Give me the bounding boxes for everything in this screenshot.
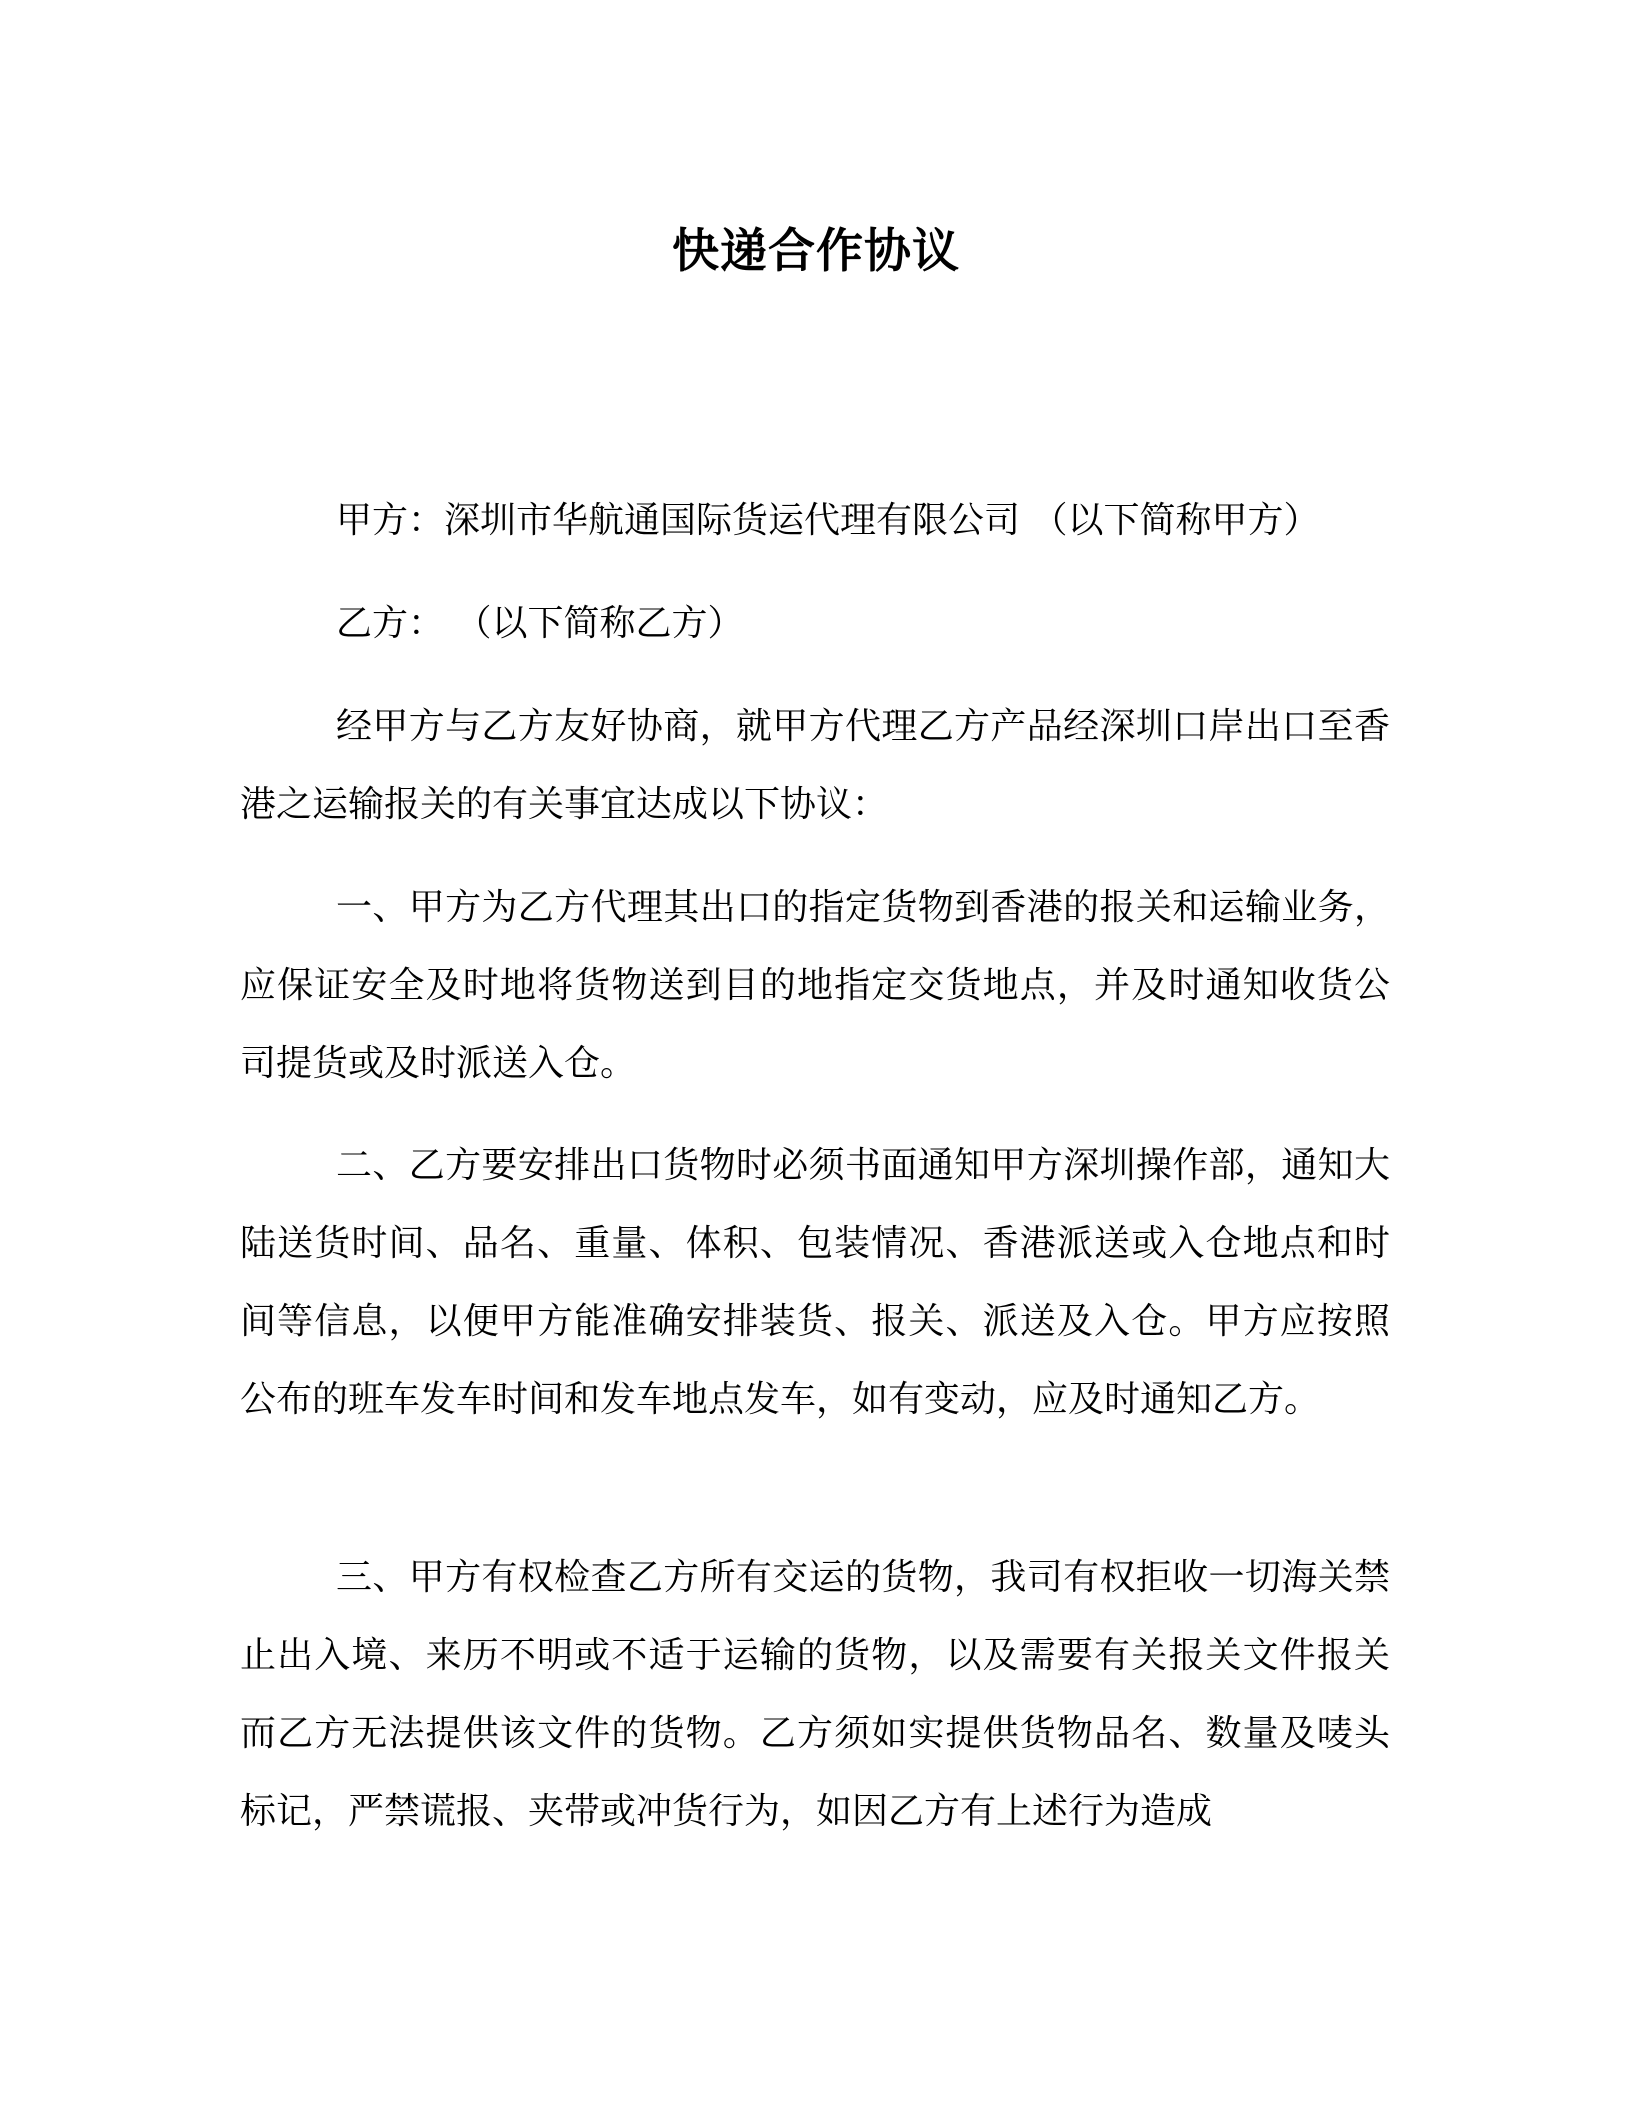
clause-3-paragraph: 三、甲方有权检查乙方所有交运的货物，我司有权拒收一切海关禁止出入境、来历不明或不适于运输的货物，以及需要有关报关文件报关而乙方无法提供该文件的货物。乙方须如实提供货物品名、数量及唛头标记，严禁谎报、夹带或冲货行为，如因乙方有上述行为造成 <box>240 1557 1390 1832</box>
preamble-paragraph: 经甲方与乙方友好协商，就甲方代理乙方产品经深圳口岸出口至香港之运输报关的有关事宜达成以下协议： <box>240 706 1390 825</box>
party-b-line: 乙方： （以下简称乙方） <box>336 603 744 644</box>
clause-1-paragraph: 一、甲方为乙方代理其出口的指定货物到香港的报关和运输业务，应保证安全及时地将货物送到目的地指定交货地点，并及时通知收货公司提货或及时派送入仓。 <box>240 887 1390 1084</box>
clause-2-paragraph: 二、乙方要安排出口货物时必须书面通知甲方深圳操作部，通知大陆送货时间、品名、重量、体积、包装情况、香港派送或入仓地点和时间等信息，以便甲方能准确安排装货、报关、派送及入仓。甲方应按照公布的班车发车时间和发车地点发车，如有变动，应及时通知乙方。 <box>240 1145 1390 1420</box>
party-a-line: 甲方：深圳市华航通国际货运代理有限公司 （以下简称甲方） <box>336 500 1320 541</box>
document-title: 快递合作协议 <box>672 224 960 279</box>
